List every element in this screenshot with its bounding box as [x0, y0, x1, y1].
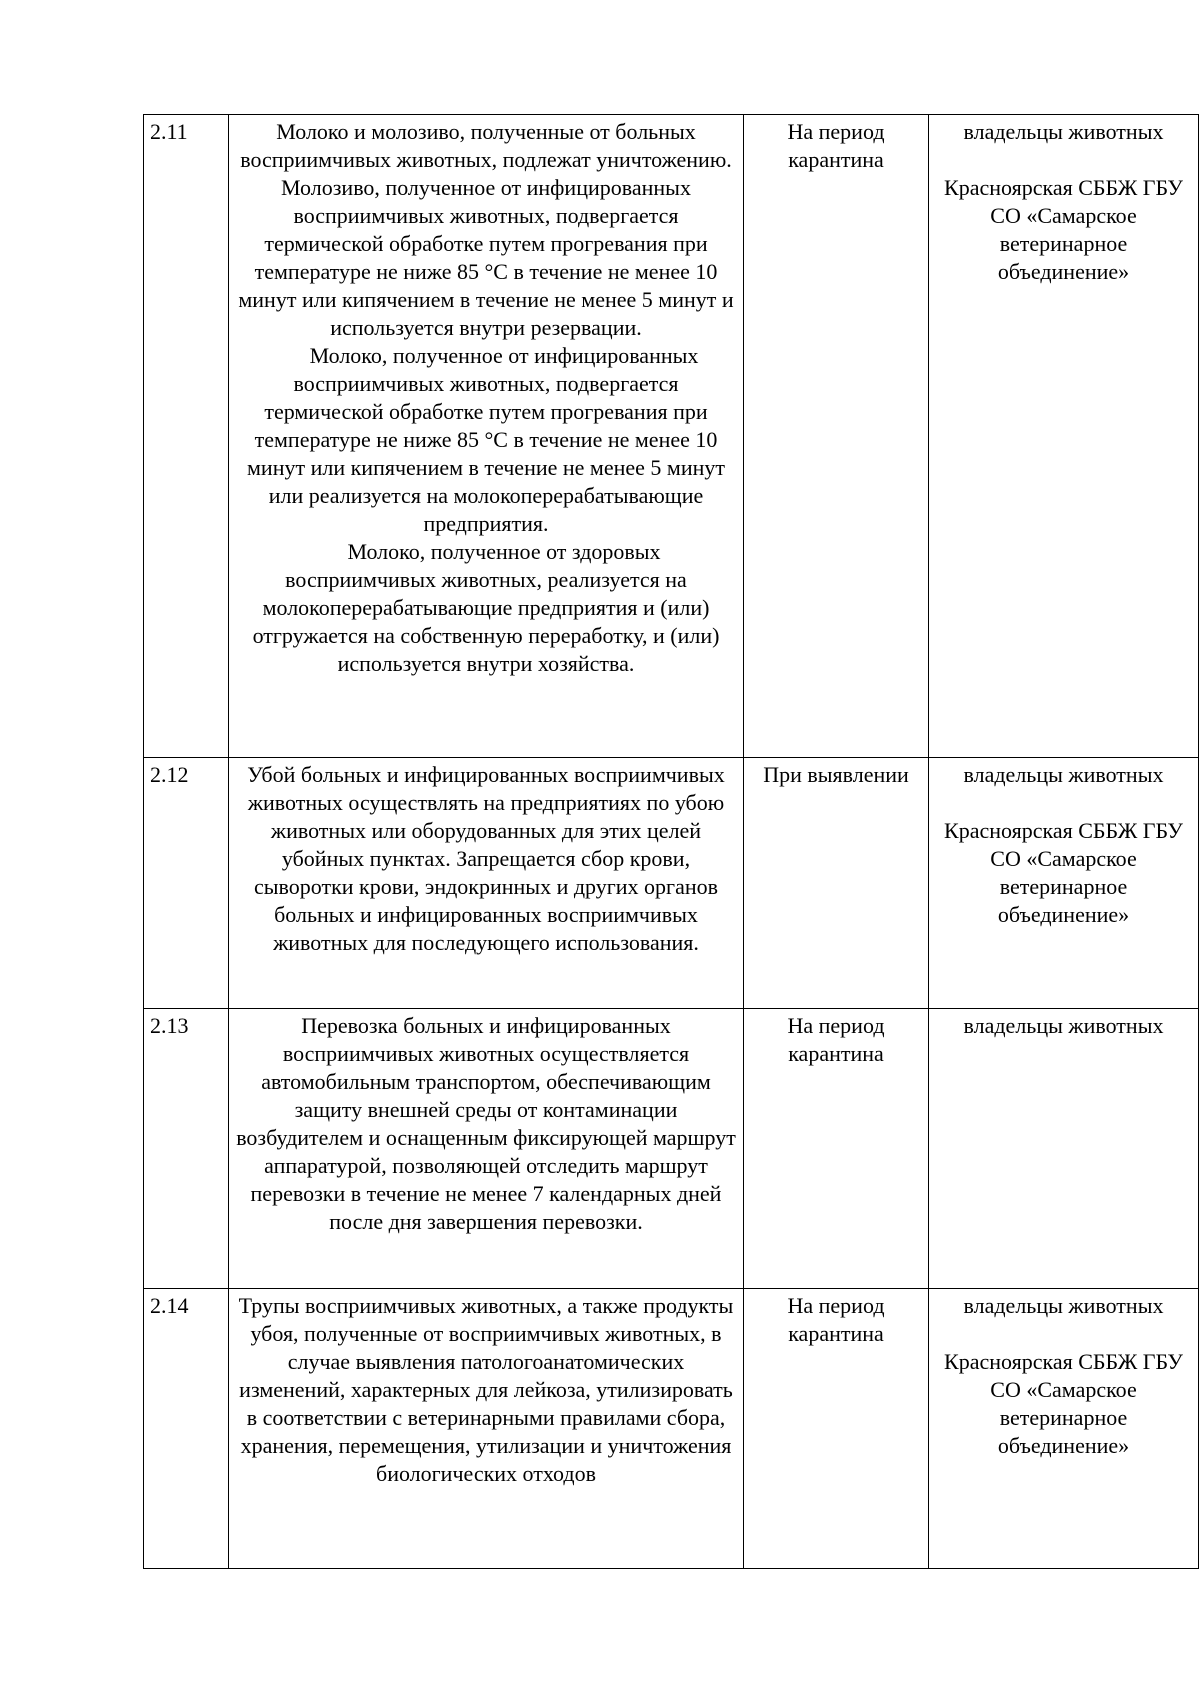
responsible-cell: [929, 758, 1199, 1009]
row-number: 2.14: [144, 1289, 229, 1569]
measure-paragraph: Молоко, полученное от инфицированных восприимчивых животных, подвергается термической обработке путем прогревания при температуре не ниже 85 °С в течение не менее 10 минут или кипячением в течение не менее 5 минут или реализуется на молокоперерабатывающие предприятия.: [247, 343, 725, 536]
measure-text: [229, 115, 744, 758]
responsible-owners: владельцы животных: [963, 119, 1164, 144]
responsible-vet-service: Красноярская СББЖ ГБУ СО «Самарское ветеринарное объединение»: [944, 1349, 1183, 1458]
period-cell: На период карантина: [744, 115, 929, 758]
measure-paragraph: Перевозка больных и инфицированных восприимчивых животных осуществляется автомобильным транспортом, обеспечивающим защиту внешней среды от контаминации возбудителем и оснащенным фиксирующей маршрут аппаратурой, позволяющей отследить маршрут перевозки в течение не менее 7 календарных дней после дня завершения перевозки.: [236, 1013, 736, 1234]
period-cell: На период карантина: [744, 1009, 929, 1289]
responsible-cell: [929, 115, 1199, 758]
period-cell: При выявлении: [744, 758, 929, 1009]
measure-paragraph: Молоко, полученное от здоровых восприимчивых животных, реализуется на молокоперерабатывающие предприятия и (или) отгружается на собственную переработку, и (или) используется внутри хозяйства.: [252, 539, 720, 676]
responsible-owners: владельцы животных: [963, 762, 1164, 787]
table-row: [144, 758, 1199, 1009]
table-row: [144, 115, 1199, 758]
responsible-vet-service: Красноярская СББЖ ГБУ СО «Самарское ветеринарное объединение»: [944, 818, 1183, 927]
spacer: [935, 789, 1192, 817]
period-cell: На период карантина: [744, 1289, 929, 1569]
responsible-cell: [929, 1009, 1199, 1289]
responsible-cell: [929, 1289, 1199, 1569]
measure-paragraph: Трупы восприимчивых животных, а также продукты убоя, полученные от восприимчивых животных, в случае выявления патологоанатомических изменений, характерных для лейкоза, утилизировать в соответствии с ветеринарными правилами сбора, хранения, перемещения, утилизации и уничтожения биологических отходов: [238, 1293, 734, 1486]
responsible-owners: владельцы животных: [963, 1293, 1164, 1318]
row-number: 2.13: [144, 1009, 229, 1289]
measure-text: [229, 758, 744, 1009]
table-row: [144, 1009, 1199, 1289]
spacer: [935, 1320, 1192, 1348]
measure-text: [229, 1009, 744, 1289]
spacer: [935, 146, 1192, 174]
responsible-owners: владельцы животных: [963, 1013, 1164, 1038]
measure-paragraph: Убой больных и инфицированных восприимчивых животных осуществлять на предприятиях по убою животных или оборудованных для этих целей убойных пунктах. Запрещается сбор крови, сыворотки крови, эндокринных и других органов больных и инфицированных восприимчивых животных для последующего использования.: [247, 762, 725, 955]
table-row: [144, 1289, 1199, 1569]
row-number: 2.12: [144, 758, 229, 1009]
measures-table: [143, 114, 1199, 1569]
measure-text: [229, 1289, 744, 1569]
measure-paragraph: Молоко и молозиво, полученные от больных восприимчивых животных, подлежат уничтожению. Молозиво, полученное от инфицированных восприимчивых животных, подвергается термической обработке путем прогревания при температуре не ниже 85 °С в течение не менее 10 минут или кипячением в течение не менее 5 минут и используется внутри резервации.: [238, 119, 734, 340]
row-number: 2.11: [144, 115, 229, 758]
responsible-vet-service: Красноярская СББЖ ГБУ СО «Самарское ветеринарное объединение»: [944, 175, 1183, 284]
